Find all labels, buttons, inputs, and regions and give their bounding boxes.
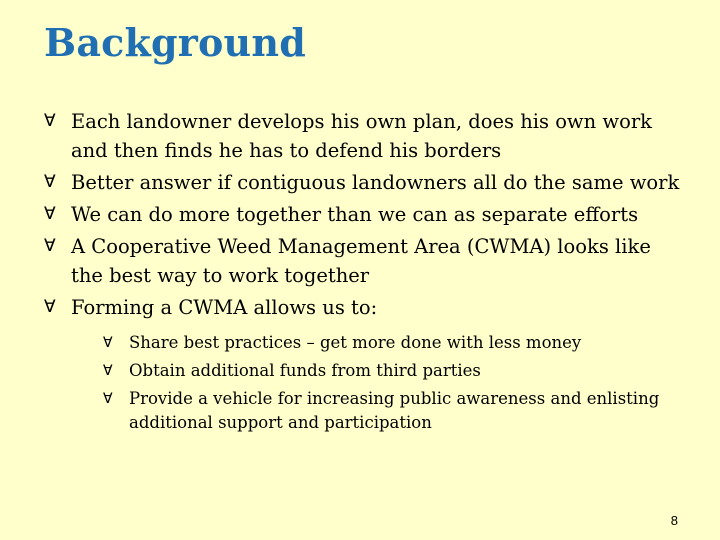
bullet-item [44, 107, 684, 165]
sub-bullet-marker-icon: Ɐ [103, 363, 113, 379]
bullet-marker-icon: Ɐ [44, 297, 56, 317]
bullet-marker-icon: Ɐ [44, 172, 56, 192]
bullet-item [44, 200, 684, 229]
bullet-text: A Cooperative Weed Management Area (CWMA) looks like the best way to work together [71, 235, 651, 287]
sub-bullet-marker-icon: Ɐ [103, 391, 113, 407]
bullet-marker-icon: Ɐ [44, 204, 56, 224]
bullet-text: Each landowner develops his own plan, does his own work and then finds he has to defend his borders [71, 110, 652, 162]
bullet-item [44, 293, 684, 435]
sub-bullet-list [71, 331, 684, 435]
bullet-text: Better answer if contiguous landowners all do the same work [71, 171, 680, 194]
bullet-marker-icon: Ɐ [44, 236, 56, 256]
sub-bullet-item [103, 387, 684, 435]
sub-bullet-item [103, 331, 684, 355]
bullet-item [44, 168, 684, 197]
sub-bullet-item [103, 359, 684, 383]
bullet-text: Forming a CWMA allows us to: [71, 296, 378, 319]
sub-bullet-marker-icon: Ɐ [103, 335, 113, 351]
sub-bullet-text: Provide a vehicle for increasing public awareness and enlisting additional support and participation [129, 389, 660, 432]
page-number: 8 [670, 513, 678, 528]
sub-bullet-text: Share best practices – get more done with less money [129, 333, 582, 352]
bullet-text: We can do more together than we can as separate efforts [71, 203, 639, 226]
slide-title: Background [44, 20, 306, 65]
sub-bullet-text: Obtain additional funds from third parties [129, 361, 481, 380]
bullet-item [44, 232, 684, 290]
bullet-list [44, 107, 684, 439]
bullet-marker-icon: Ɐ [44, 111, 56, 131]
